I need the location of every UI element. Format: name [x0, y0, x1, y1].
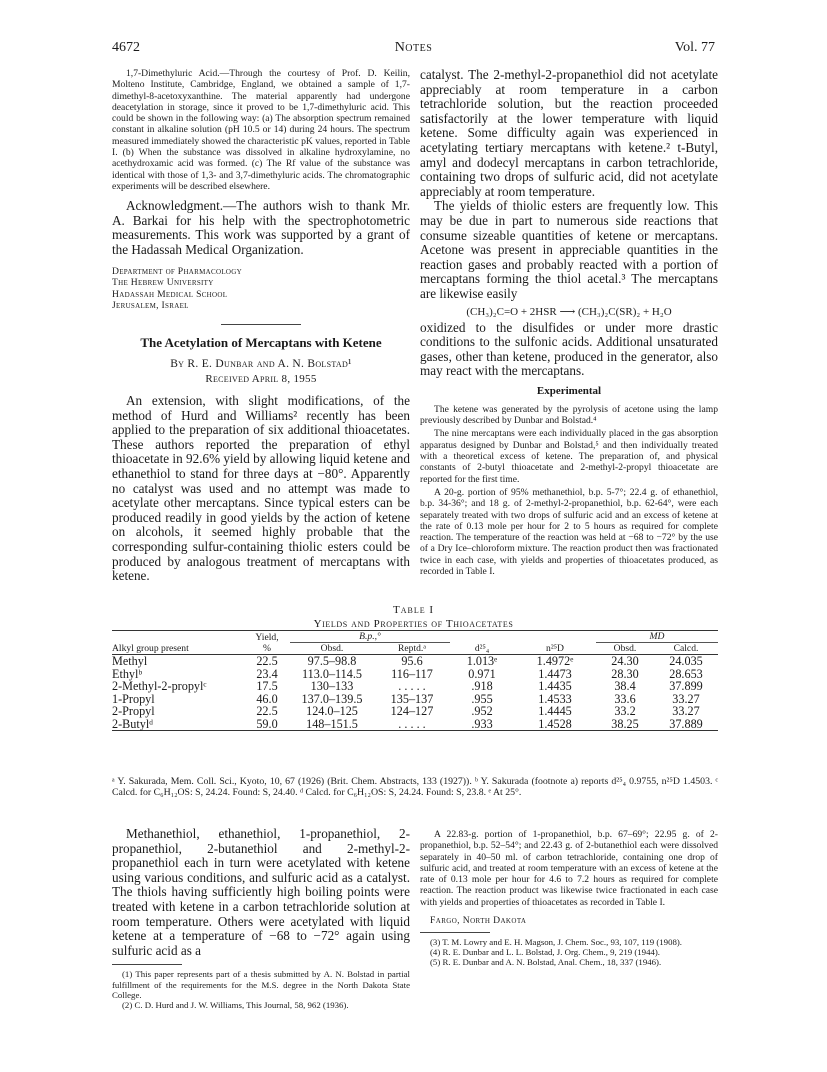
footnotes-left	[112, 969, 410, 1010]
table-row: 2-Butylᵈ 59.0 148–151.5 . . . . . .933 1.4528 38.25 37.889	[112, 716, 703, 731]
right-column-top	[420, 68, 718, 577]
table-label: Table I	[392, 604, 435, 616]
right-column-bottom	[420, 829, 718, 968]
footnote-divider	[112, 964, 182, 965]
table-body	[112, 655, 718, 734]
intro-paragraph: An extension, with slight modifications, of the method of Hurd and Williams² recently has been applied to the preparation of six additional thioacetates. These authors reported the preparation of ethyl thioacetate in 92.6% yield by allowing liquid ketene and ethanethiol to stand for three days at −80°. Apparently no catalyst was used and no attempt was made to acetylate other mercaptans. Since typical esters can be produced readily in good yields by the action of ketene on alcohols, it seemed highly probable that the corresponding sulfur-containing thiolic esters could be produced by analogous treatment of mercaptans with ketene.	[112, 393, 410, 584]
table-row: Methyl 22.5 97.5–98.8 95.6 1.013ᵉ 1.4972ᵉ 24.30 24.035	[112, 654, 703, 668]
page-number: 4672	[112, 40, 140, 55]
location-signature: Fargo, North Dakota	[430, 915, 527, 927]
table-row: 1-Propyl 46.0 137.0–139.5 135–137 .955 1.4533 33.6 33.27	[112, 691, 700, 706]
density-header: d²⁵₄	[474, 643, 490, 654]
address-line: Jerusalem, Israel	[112, 300, 189, 312]
footnote: (3) T. M. Lowry and E. H. Magson, J. Chem. Soc., 93, 107, 119 (1908).	[430, 937, 682, 948]
refractive-index-header: n²⁵D	[546, 643, 564, 654]
table-title: Yields and Properties of Thioacetates	[313, 618, 514, 630]
footnotes-right	[420, 937, 718, 968]
reaction-equation: (CH₃)₂C=O + 2HSR ⟶ (CH₃)₂C(SR)₂ + H₂O	[466, 305, 672, 318]
alkyl-header: Alkyl group present	[112, 643, 189, 654]
bp-header: B.p.,°	[290, 631, 450, 643]
left-column-bottom	[112, 827, 410, 1010]
yields-paragraph: The yields of thiolic esters are frequently low. This may be due in part to numerous side reactions that consume sizeable quantities of ketene or mercaptans. Acetone was present in appreciable quantities in the reaction gases and probably reacted with a portion of mercaptans forming the thiol acetal.³ The mercaptans are likewise easily	[420, 198, 718, 301]
section-divider	[221, 324, 301, 325]
thioacetate-table	[112, 630, 718, 733]
yield-unit-header: %	[263, 643, 271, 654]
yield-header: Yield,	[255, 631, 279, 643]
address-line: Department of Pharmacology	[112, 265, 242, 277]
table-footnotes: ᵃ Y. Sakurada, Mem. Coll. Sci., Kyoto, 10, 67 (1926) (Brit. Chem. Abstracts, 133 (1927)). ᵇ Y. Sakurada (footnote a) reports d²⁵₄ 0.9755, n²⁵D 1.4503. ᶜ Calcd. for C₆H₁₂OS: S, 24.24. Found: S, 24.40. ᵈ Calcd. for C₆H₁₂OS: S, 24.24. Found: S, 23.8. ᵉ At 25°.	[112, 776, 718, 799]
thiols-paragraph: Methanethiol, ethanethiol, 1-propanethiol, 2-propanethiol, 2-butanethiol and 2-methyl-2-propanethiol each in turn were acetylated with ketene using various conditions, and sulfuric acid as a catalyst. The thiols having sufficiently high boiling points were treated with ketene in a carbon tetrachloride solution at room temperature. Others were acetylated with liquid ketene at a temperature of −68 to −72° again using sulfuric acid as a	[112, 826, 410, 958]
bp-obsd-header: Obsd.	[320, 643, 344, 654]
address-line: The Hebrew University	[112, 277, 214, 289]
article-title: The Acetylation of Mercaptans with Ketene	[140, 335, 382, 351]
propanethiol-paragraph: A 22.83-g. portion of 1-propanethiol, b.p. 67–69°; 22.95 g. of 2-propanethiol, b.p. 52–54°; and 22.43 g. of 2-butanethiol each were dissolved separately in 40–50 ml. of carbon tetrachloride, containing one drop of sulfuric acid, and treated at room temperature with an excess of ketene at the rate of 0.13 mole per hour for 4.6 to 7.2 hours as required for complete reaction. The reaction product was likewise twice fractionated in each case with yields and properties of thioacetates as recorded in Table I.	[420, 829, 718, 908]
md-obsd-header: Obsd.	[613, 643, 637, 654]
footnote-divider	[420, 932, 490, 933]
experimental-paragraph-3: A 20-g. portion of 95% methanethiol, b.p. 5-7°; 22.4 g. of ethanethiol, b.p. 34-36°; and 18 g. of 2-methyl-2-propanethiol, b.p. 62-64°, were each separately treated with two drops of sulfuric acid and an excess of ketene at the rate of 0.13 mole per hour for 2 to 5 hours as required for complete reaction. The temperature of the reaction was held at −68 to −72° by the use of a Dry Ice–chloroform mixture. The reaction product then was fractionated twice in each case, with yields and properties of thioacetates produced, as recorded in Table I.	[420, 486, 718, 578]
experimental-heading: Experimental	[536, 384, 602, 397]
left-column-top	[112, 68, 410, 584]
acknowledgment-paragraph: Acknowledgment.—The authors wish to thank Mr. A. Barkai for his help with the spectrophotometric measurements. This work was supported by a grant of the Hadassah Medical Organization.	[112, 198, 410, 258]
md-calcd-header: Calcd.	[673, 643, 699, 654]
article-byline: By R. E. Dunbar and A. N. Bolstad¹	[170, 358, 352, 371]
experimental-paragraph-2: The nine mercaptans were each individually placed in the gas absorption apparatus designed by Dunbar and Bolstad,⁵ and then individually treated with a theoretical excess of ketene. The preparation of, and physical constants of 2-butyl thioacetate and 2-methyl-2-propyl thioacetate are reported for the first time.	[420, 428, 718, 485]
running-head: Notes	[394, 40, 433, 55]
volume-label: Vol. 77	[674, 40, 715, 55]
md-header: MD	[596, 631, 718, 643]
table-row: 2-Methyl-2-propylᶜ 17.5 130–133 . . . . . .918 1.4435 38.4 37.899	[112, 679, 703, 693]
address-block	[112, 266, 410, 312]
address-line: Hadassah Medical School	[112, 288, 228, 300]
bp-reptd-header: Reptd.ᵃ	[398, 643, 426, 654]
footnote: (1) This paper represents part of a thesis submitted by A. N. Bolstad in partial fulfillment of the requirements for the M.S. degree in the North Dakota State College.	[112, 969, 410, 1000]
dimethyluric-paragraph: 1,7-Dimethyluric Acid.—Through the courtesy of Prof. D. Keilin, Molteno Institute, Cambridge, England, we obtained a sample of 1,7-dimethyl-8-acetoxyxanthine. The material apparently had undergone deacetylation in storage, since it proved to be 1,7-dimethyluric acid. This could be shown in the following way: (a) The absorption spectrum remained constant in alkaline solution (pH 10.5 or 14) during 24 hours. The spectrum measured immediately showed the characteristic pK values, reported in Table I. (b) When the substance was dissolved in alkaline hydroxylamine, no acethydroxamic acid was formed. (c) The Rf value of the substance was identical with those of 1,3- and 3,7-dimethyluric acids. The chromatographic experiments will be described elsewhere.	[112, 68, 410, 192]
footnote: (4) R. E. Dunbar and L. L. Bolstad, J. Org. Chem., 9, 219 (1944).	[430, 947, 660, 958]
table-row: 2-Propyl 22.5 124.0–125 124–127 .952 1.4445 33.2 33.27	[112, 704, 700, 718]
catalyst-paragraph: catalyst. The 2-methyl-2-propanethiol did not acetylate appreciably at room temperature in a carbon tetrachloride solution, but the reaction proceeded satisfactorily at the lower temperature with liquid ketene. Some difficulty again was experienced in acetylating tertiary mercaptans with ketene.² t-Butyl, amyl and dodecyl mercaptans in carbon tetrachloride, containing two drops of sulfuric acid, did not acetylate appreciably at room temperature.	[420, 67, 718, 199]
oxidation-paragraph: oxidized to the disulfides or under more drastic conditions to the sulfonic acids. Additional unsaturated gases, other than ketene, produced in the generator, also may react with the mercaptans.	[420, 319, 718, 379]
table-row: Ethylᵇ 23.4 113.0–114.5 116–117 0.971 1.4473 28.30 28.653	[112, 666, 703, 681]
footnote: (2) C. D. Hurd and J. W. Williams, This Journal, 58, 962 (1936).	[122, 999, 349, 1010]
footnote: (5) R. E. Dunbar and A. N. Bolstad, Anal. Chem., 18, 337 (1946).	[430, 957, 662, 968]
experimental-paragraph-1: The ketene was generated by the pyrolysis of acetone using the lamp previously described by Dunbar and Bolstad.⁴	[420, 403, 718, 427]
received-date: Received April 8, 1955	[205, 373, 317, 386]
